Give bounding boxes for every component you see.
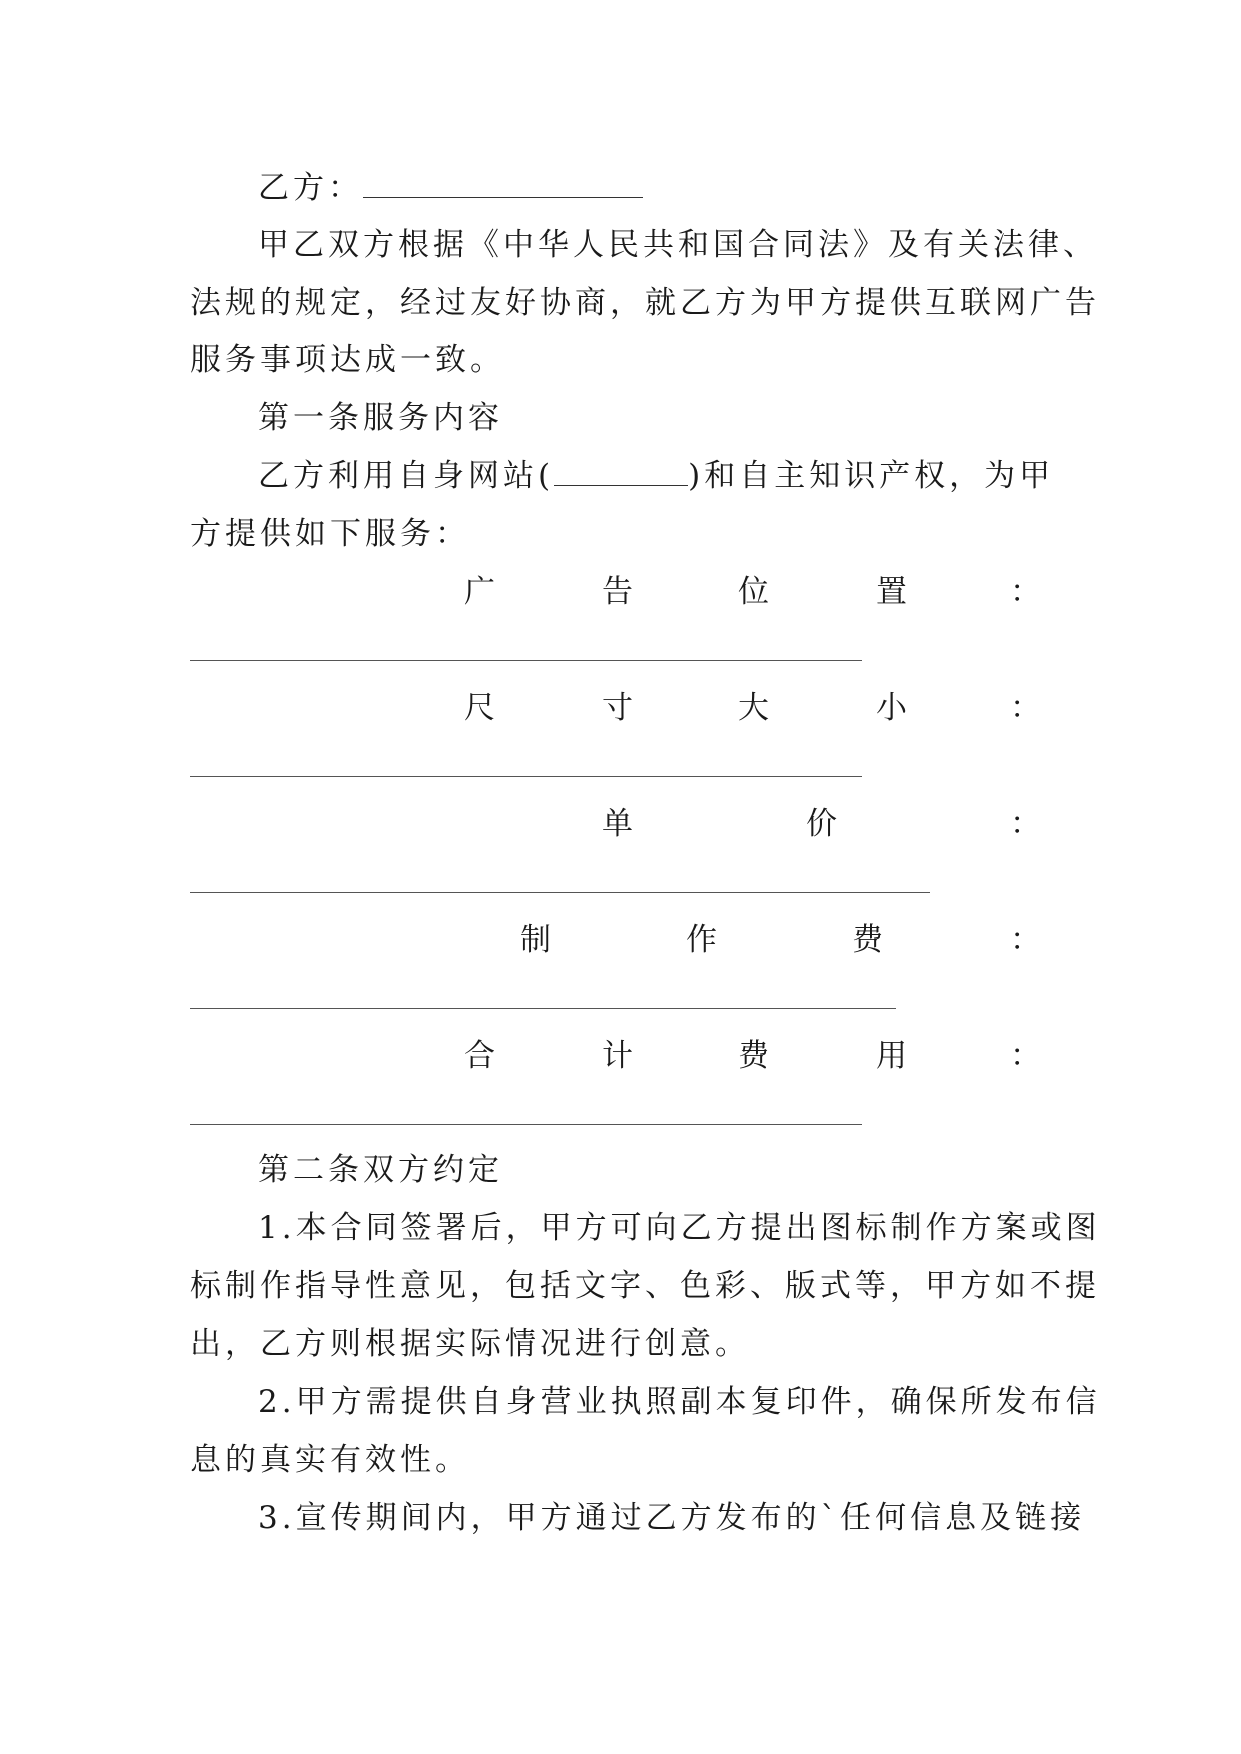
field-char: 置: [876, 574, 907, 610]
intro-line-3: 服务事项达成一致。: [190, 342, 505, 378]
field-char: 单: [602, 806, 633, 842]
field-total-fee: [190, 1036, 1050, 1076]
field-size: [190, 688, 1050, 728]
article2-item2-line-2: 息的真实有效性。: [190, 1442, 470, 1478]
field-char: 作: [686, 922, 717, 958]
field-char: 位: [738, 574, 769, 610]
field-char: 费: [738, 1038, 769, 1074]
party-b-blank: [363, 171, 643, 198]
field-colon: ：: [1010, 1038, 1041, 1074]
field-char: 合: [464, 1038, 495, 1074]
article1-text-line-1: [258, 456, 1054, 496]
article1-text-line-2: 方提供如下服务：: [190, 516, 470, 552]
article2-item1-line-3: 出，乙方则根据实际情况进行创意。: [190, 1326, 750, 1362]
field-colon: ：: [1010, 574, 1041, 610]
field-char: 制: [520, 922, 551, 958]
article2-item3-line-1: 3.宣传期间内，甲方通过乙方发布的`任何信息及链接: [258, 1500, 1086, 1536]
size-blank: [190, 776, 862, 777]
field-unit-price: [190, 804, 1050, 844]
field-ad-position: [190, 572, 1050, 612]
field-production-fee: [190, 920, 1050, 960]
party-b-line: [258, 168, 643, 208]
website-blank: [554, 459, 688, 486]
intro-line-1: 甲乙双方根据《中华人民共和国合同法》及有关法律、: [258, 227, 1098, 263]
field-char: 用: [876, 1038, 907, 1074]
article2-item1-line-1: 1.本合同签署后，甲方可向乙方提出图标制作方案或图: [258, 1210, 1101, 1246]
production-fee-blank: [190, 1008, 896, 1009]
field-char: 尺: [464, 690, 495, 726]
unit-price-blank: [190, 892, 930, 893]
article2-item1-line-2: 标制作指导性意见，包括文字、色彩、版式等，甲方如不提: [190, 1268, 1100, 1304]
article2-item2-line-1: 2.甲方需提供自身营业执照副本复印件，确保所发布信: [258, 1384, 1101, 1420]
field-char: 大: [738, 690, 769, 726]
field-colon: ：: [1010, 806, 1041, 842]
field-char: 计: [602, 1038, 633, 1074]
intro-line-2: 法规的规定，经过友好协商，就乙方为甲方提供互联网广告: [190, 285, 1100, 321]
article2-title: 第二条双方约定: [258, 1152, 503, 1188]
article1-title: 第一条服务内容: [258, 400, 503, 436]
field-char: 告: [602, 574, 633, 610]
field-char: 寸: [602, 690, 633, 726]
field-char: 费: [852, 922, 883, 958]
article1-text-after: )和自主知识产权，为甲: [688, 458, 1055, 494]
party-b-label: 乙方：: [258, 170, 363, 206]
ad-position-blank: [190, 660, 862, 661]
field-colon: ：: [1010, 690, 1041, 726]
article1-text-before: 乙方利用自身网站(: [258, 458, 555, 494]
total-fee-blank: [190, 1124, 862, 1125]
field-char: 广: [464, 574, 495, 610]
field-colon: ：: [1010, 922, 1041, 958]
field-char: 小: [876, 690, 907, 726]
field-char: 价: [806, 806, 837, 842]
